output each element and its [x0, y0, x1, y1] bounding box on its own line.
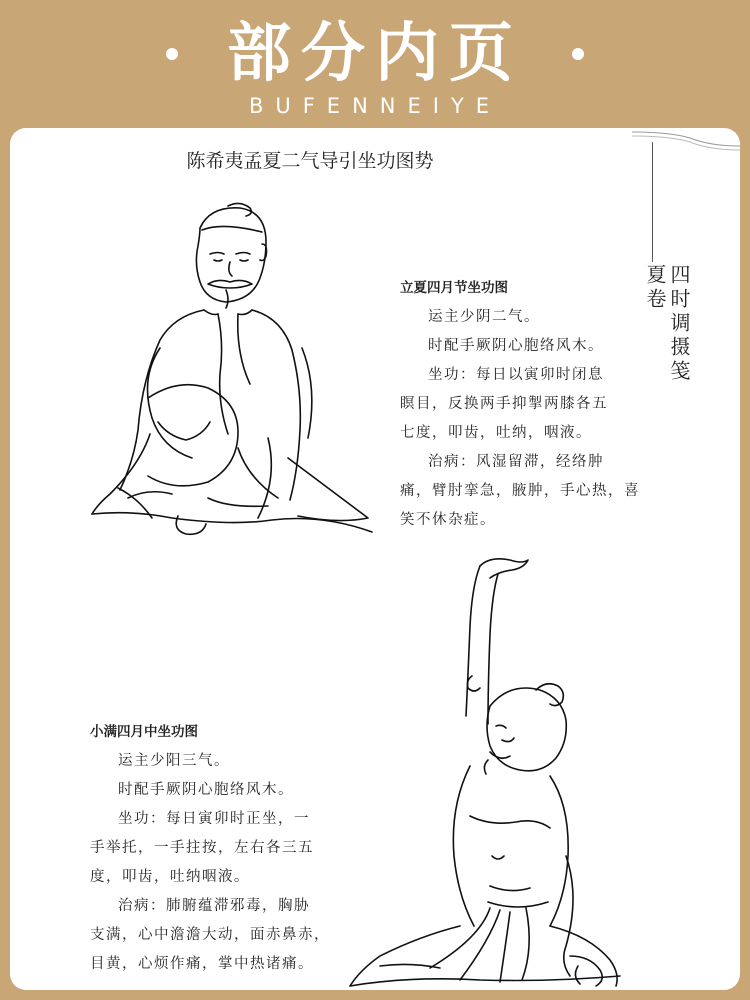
raised-arm-figure-illustration: [340, 556, 630, 990]
section1-line: 坐功：每日以寅卯时闭息: [428, 367, 604, 383]
header-banner: [0, 0, 750, 130]
seated-scholar-illustration: [88, 198, 378, 538]
title-row: [0, 14, 750, 94]
section2-line: 时配手厥阴心胞络风木。: [118, 782, 294, 798]
side-title-sub: 夏卷: [643, 264, 667, 312]
section1-line: 七度，叩齿，吐纳，咽液。: [400, 425, 592, 441]
corner-ornament-icon: [630, 128, 740, 158]
side-chapter-title: [643, 264, 691, 384]
banner-subtitle: BUFENNEIYE: [248, 94, 502, 118]
section2-line: 坐功：每日寅卯时正坐，一: [118, 811, 310, 827]
right-dot-icon: [572, 48, 584, 60]
section2-line: 手举托，一手拄按，左右各三五: [90, 840, 314, 856]
section1-text: [400, 274, 640, 535]
side-divider: [652, 142, 653, 262]
section2-line: 支满，心中澹澹大动，面赤鼻赤，: [90, 927, 330, 943]
section1-heading: 立夏四月节坐功图: [400, 280, 508, 296]
section2-line: 运主少阳三气。: [118, 753, 230, 769]
section2-line: 目黄，心烦作痛，掌中热诸痛。: [90, 956, 314, 972]
section1-line: 时配手厥阴心胞络风木。: [428, 338, 604, 354]
book-page: [10, 128, 740, 990]
section1-line: 痛，臂肘挛急，腋肿，手心热，喜: [400, 483, 640, 499]
section1-line: 治病：风湿留滞，经络肿: [428, 454, 604, 470]
banner-title: 部分内页: [227, 16, 523, 91]
section2-text: [90, 718, 330, 979]
page-title: 陈希夷孟夏二气导引坐功图势: [186, 150, 434, 172]
section2-line: 治病：肺腑蕴滞邪毒，胸胁: [118, 898, 310, 914]
section2-line: 度，叩齿，吐纳咽液。: [90, 869, 250, 885]
section2-heading: 小满四月中坐功图: [90, 724, 198, 740]
side-title-main: 四时调摄笺: [667, 264, 691, 384]
section1-line: 瞑目，反换两手抑掣两膝各五: [400, 396, 608, 412]
left-dot-icon: [166, 48, 178, 60]
section1-line: 笑不休杂症。: [400, 512, 496, 528]
section1-line: 运主少阴二气。: [428, 309, 540, 325]
